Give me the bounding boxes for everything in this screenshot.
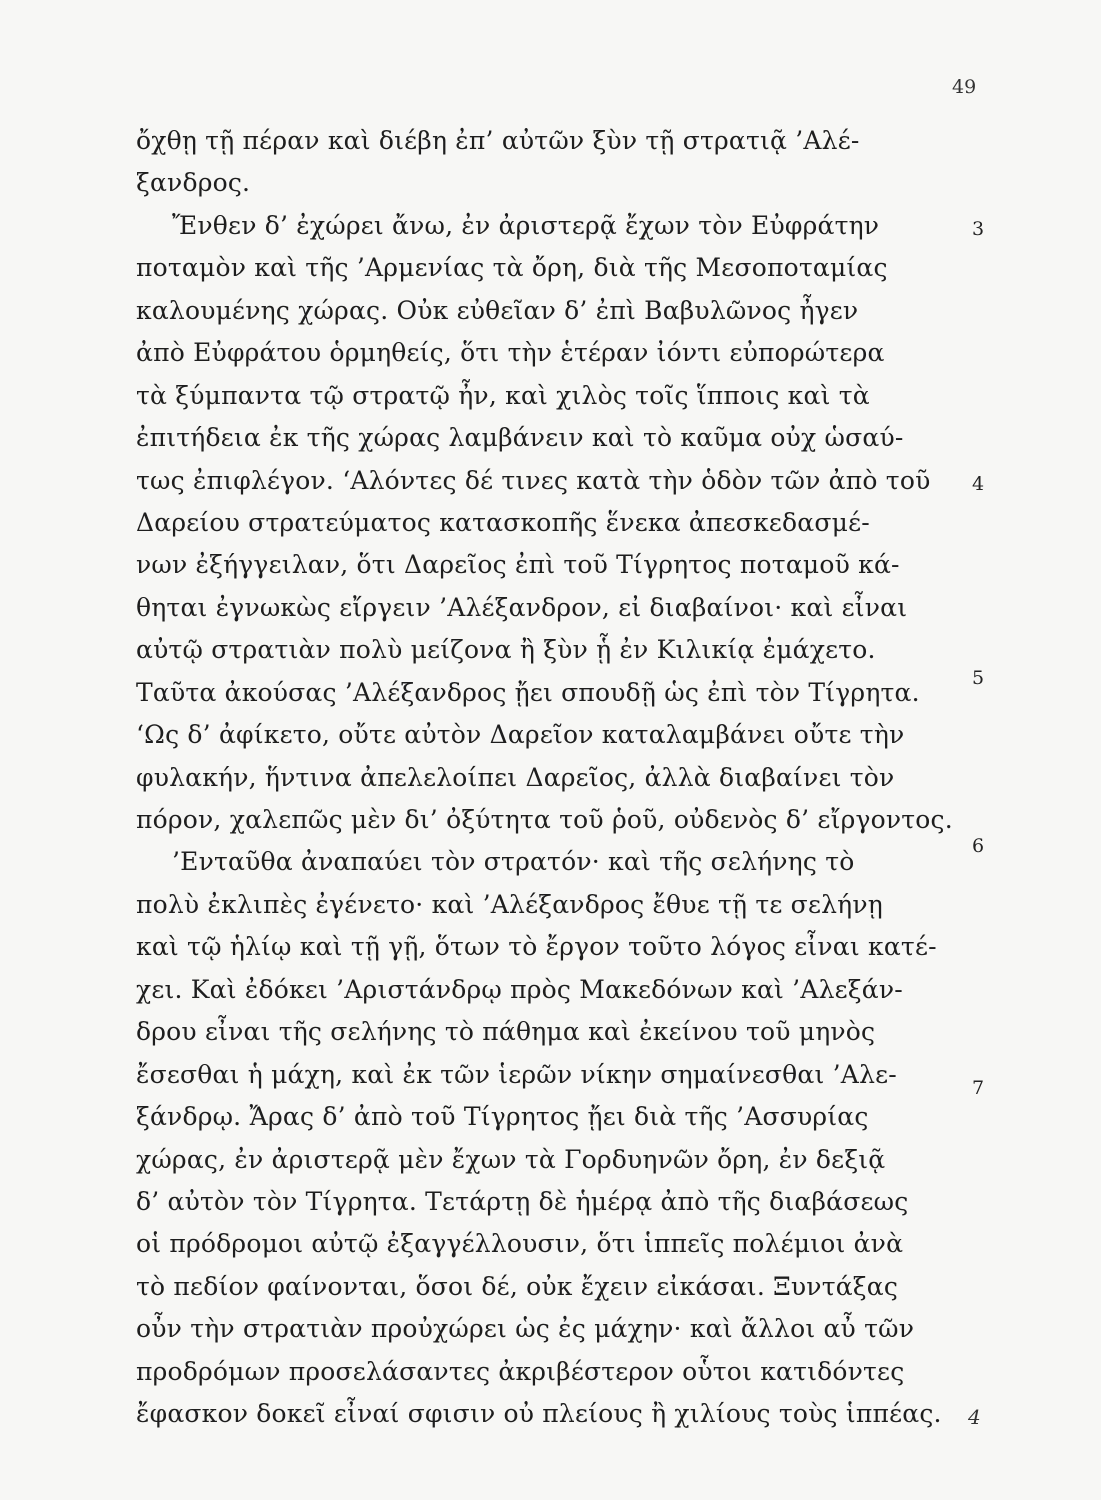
text-line: ‘Ως δ’ ἀφίκετο, οὔτε αὐτὸν Δαρεῖον καταλαμβάνει οὔτε τὴν	[136, 720, 905, 750]
text-line: Δαρείου στρατεύματος κατασκοπῆς ἕνεκα ἀπεσκεδασμέ-	[136, 507, 870, 537]
text-line: ποταμὸν καὶ τῆς ’Αρμενίας τὰ ὄρη, διὰ τῆς Μεσοποταμίας	[136, 253, 888, 283]
section-number: 5	[972, 667, 985, 689]
text-line: θηται ἐγνωκὼς εἴργειν ’Αλέξανδρον, εἰ διαβαίνοι· καὶ εἶναι	[136, 592, 908, 622]
section-number: 7	[972, 1077, 985, 1099]
text-line: καλουμένης χώρας. Οὐκ εὐθεῖαν δ’ ἐπὶ Βαβυλῶνος ἦγεν	[136, 295, 859, 325]
text-line: χώρας, ἐν ἀριστερᾷ μὲν ἔχων τὰ Γορδυηνῶν ὄρη, ἐν δεξιᾷ	[136, 1144, 886, 1174]
text-line: φυλακήν, ἥντινα ἀπελελοίπει Δαρεῖος, ἀλλὰ διαβαίνει τὸν	[136, 762, 895, 792]
text-line: ὄχθῃ τῇ πέραν καὶ διέβη ἐπ’ αὐτῶν ξὺν τῇ στρατιᾷ ’Αλέ-	[136, 126, 860, 155]
text-line: ἐπιτήδεια ἐκ τῆς χώρας λαμβάνειν καὶ τὸ καῦμα οὐχ ὡσαύ-	[136, 423, 904, 453]
text-line: τὰ ξύμπαντα τῷ στρατῷ ἦν, καὶ χιλὸς τοῖς ἵπποις καὶ τὰ	[136, 380, 870, 410]
section-number: 4	[972, 473, 985, 495]
text-line: ἀπὸ Εὐφράτου ὁρμηθείς, ὅτι τὴν ἑτέραν ἰόντι εὐπορώτερα	[136, 338, 885, 368]
section-number: 6	[972, 835, 985, 857]
text-line: τὸ πεδίον φαίνονται, ὅσοι δέ, οὐκ ἔχειν εἰκάσαι. Ξυντάξας	[136, 1271, 899, 1301]
text-line: ’Ενταῦθα ἀναπαύει τὸν στρατόν· καὶ τῆς σελήνης τὸ	[172, 847, 855, 877]
text-line: καὶ τῷ ἡλίῳ καὶ τῇ γῇ, ὅτων τὸ ἔργον τοῦτο λόγος εἶναι κατέ-	[136, 932, 937, 962]
text-line: αὐτῷ στρατιὰν πολὺ μείζονα ἢ ξὺν ᾗ ἐν Κιλικίᾳ ἐμάχετο.	[136, 635, 876, 665]
text-line: δρου εἶναι τῆς σελήνης τὸ πάθημα καὶ ἐκείνου τοῦ μηνὸς	[136, 1017, 876, 1047]
text-line: ξάνδρῳ. Ἄρας δ’ ἀπὸ τοῦ Τίγρητος ᾔει διὰ τῆς ’Ασσυρίας	[136, 1102, 869, 1132]
text-line: νων ἐξήγγειλαν, ὅτι Δαρεῖος ἐπὶ τοῦ Τίγρητος ποταμοῦ κά-	[136, 550, 900, 580]
text-line: δ’ αὐτὸν τὸν Τίγρητα. Τετάρτῃ δὲ ἡμέρᾳ ἀπὸ τῆς διαβάσεως	[136, 1186, 909, 1216]
text-line: πόρον, χαλεπῶς μὲν δι’ ὀξύτητα τοῦ ῥοῦ, οὐδενὸς δ’ εἴργοντος.	[136, 805, 953, 834]
text-line: τως ἐπιφλέγον. ‘Αλόντες δέ τινες κατὰ τὴν ὁδὸν τῶν ἀπὸ τοῦ	[136, 465, 931, 495]
page-number: 49	[952, 76, 977, 98]
text-line: πολὺ ἐκλιπὲς ἐγένετο· καὶ ’Αλέξανδρος ἔθυε τῇ τε σελήνῃ	[136, 889, 883, 919]
section-number: 3	[972, 218, 985, 240]
text-line: ξανδρος.	[136, 168, 251, 198]
text-line: Ἔνθεν δ’ ἐχώρει ἄνω, ἐν ἀριστερᾷ ἔχων τὸν Εὐφράτην	[172, 210, 880, 240]
text-line: προδρόμων προσελάσαντες ἀκριβέστερον οὗτοι κατιδόντες	[136, 1356, 905, 1386]
text-line: οἱ πρόδρομοι αὐτῷ ἐξαγγέλλουσιν, ὅτι ἱππεῖς πολέμιοι ἀνὰ	[136, 1229, 904, 1259]
signature-mark: 4	[968, 1405, 981, 1429]
text-line: ἔσεσθαι ἡ μάχη, καὶ ἐκ τῶν ἱερῶν νίκην σημαίνεσθαι ’Αλε-	[136, 1059, 897, 1089]
text-line: χει. Καὶ ἐδόκει ’Αριστάνδρῳ πρὸς Μακεδόνων καὶ ’Αλεξάν-	[136, 974, 903, 1004]
text-line: Ταῦτα ἀκούσας ’Αλέξανδρος ᾔει σπουδῇ ὡς ἐπὶ τὸν Τίγρητα.	[136, 677, 920, 707]
greek-text-body	[136, 120, 978, 1436]
text-line: οὖν τὴν στρατιὰν προὐχώρει ὡς ἐς μάχην· καὶ ἄλλοι αὖ τῶν	[136, 1314, 915, 1344]
text-line: ἔφασκον δοκεῖ εἶναί σφισιν οὐ πλείους ἢ χιλίους τοὺς ἱππέας.	[136, 1399, 942, 1429]
